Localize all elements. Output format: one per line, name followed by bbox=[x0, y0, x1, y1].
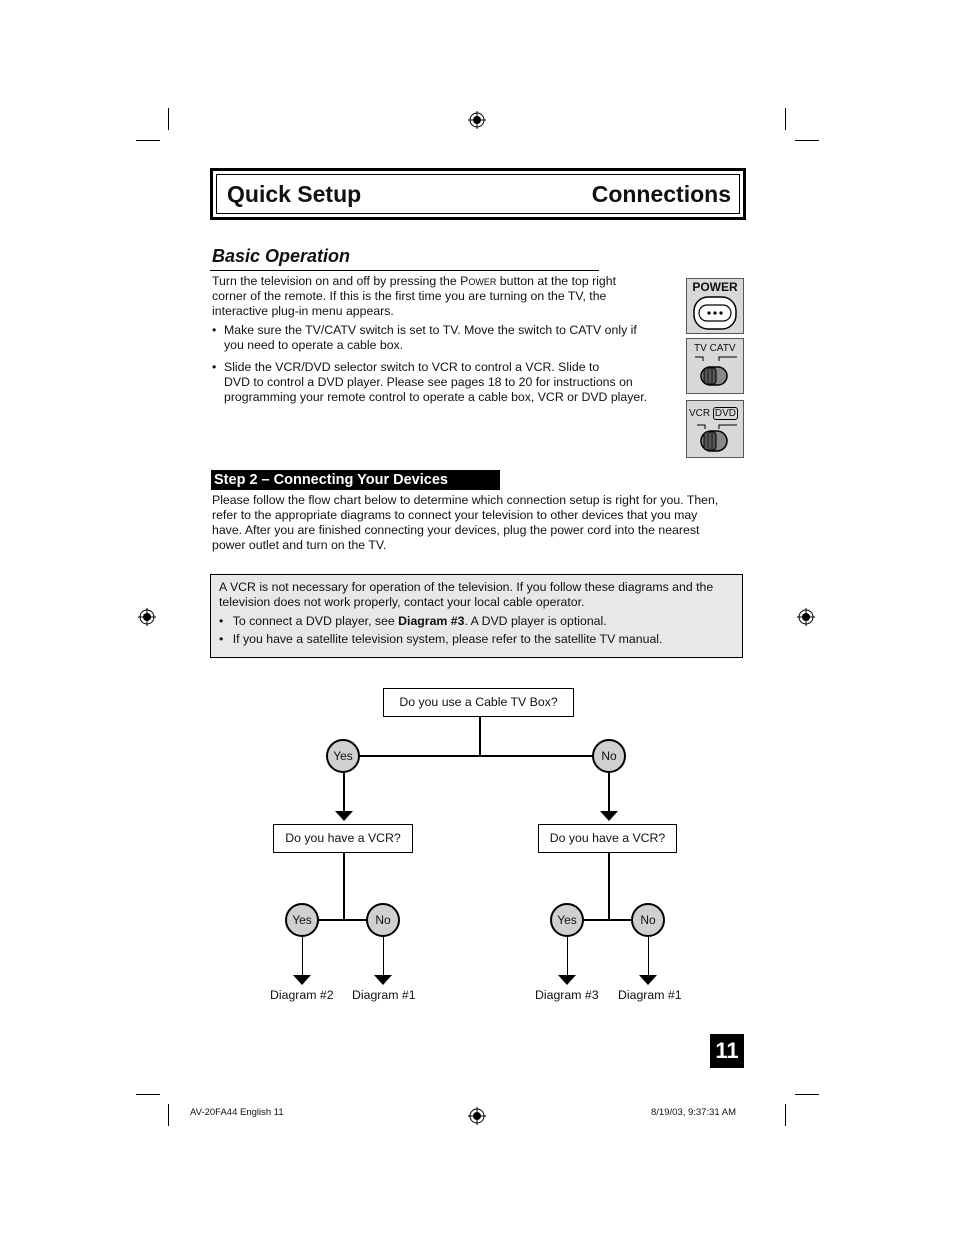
step2-paragraph bbox=[212, 493, 742, 553]
arrow-down-icon bbox=[335, 811, 353, 821]
footer-right: 8/19/03, 9:37:31 AM bbox=[651, 1107, 737, 1118]
flowchart-yes-node: Yes bbox=[326, 739, 360, 773]
step2-line: power outlet and turn on the TV. bbox=[212, 538, 387, 552]
intro-paragraph bbox=[212, 274, 652, 319]
intro-line: corner of the remote. If this is the first time you are turning on the TV, the bbox=[212, 289, 607, 303]
footer-left: AV-20FA44 English 11 bbox=[190, 1107, 284, 1118]
note-box bbox=[210, 574, 743, 658]
power-small-caps: Power bbox=[460, 274, 497, 288]
slide-switch-icon bbox=[693, 423, 739, 455]
vcr-dvd-switch-illustration bbox=[686, 400, 744, 458]
flowchart-connector bbox=[302, 937, 303, 976]
catv-label: CATV bbox=[709, 343, 736, 354]
flowchart-yes-node: Yes bbox=[285, 903, 319, 937]
crop-mark bbox=[795, 1094, 819, 1095]
bullet-dot: • bbox=[219, 632, 224, 646]
step2-heading: Step 2 – Connecting Your Devices bbox=[211, 470, 500, 490]
diagram-label: Diagram #3 bbox=[535, 988, 599, 1002]
flowchart-connector bbox=[648, 937, 649, 976]
flowchart-yes-node: Yes bbox=[550, 903, 584, 937]
crop-mark bbox=[168, 1104, 169, 1126]
flowchart-root-question: Do you use a Cable TV Box? bbox=[383, 688, 574, 717]
diagram-label: Diagram #1 bbox=[618, 988, 682, 1002]
note-bullet-text: . A DVD player is optional. bbox=[464, 614, 607, 628]
step2-line: refer to the appropriate diagrams to connect your television to other devices that you may bbox=[212, 508, 698, 522]
flowchart-no-node: No bbox=[366, 903, 400, 937]
bullet-dot: • bbox=[212, 323, 217, 337]
note-bullet-text: If you have a satellite television system, please refer to the satellite TV manual. bbox=[232, 632, 663, 646]
intro-text: button at the top right bbox=[496, 274, 616, 288]
bullet-dot: • bbox=[219, 614, 224, 628]
note-bullet bbox=[219, 632, 662, 647]
flowchart-connector bbox=[383, 937, 384, 976]
crop-mark bbox=[785, 108, 786, 130]
arrow-down-icon bbox=[600, 811, 618, 821]
flowchart-connector bbox=[567, 937, 568, 976]
step2-line: have. After you are finished connecting your devices, plug the power cord into the nearest bbox=[212, 523, 700, 537]
registration-mark-icon bbox=[468, 1107, 486, 1125]
bullet-dot: • bbox=[212, 360, 217, 374]
registration-mark-icon bbox=[138, 608, 156, 626]
flowchart-connector bbox=[479, 717, 481, 756]
diagram-label: Diagram #2 bbox=[270, 988, 334, 1002]
arrow-down-icon bbox=[293, 975, 311, 985]
bullet-line: programming your remote control to operate a cable box, VCR or DVD player. bbox=[224, 390, 648, 404]
slide-switch-icon bbox=[693, 355, 739, 389]
flowchart-vcr-question: Do you have a VCR? bbox=[273, 824, 413, 853]
header-title-right: Connections bbox=[591, 181, 731, 207]
arrow-down-icon bbox=[374, 975, 392, 985]
flowchart-connector bbox=[343, 755, 610, 757]
intro-text: Turn the television on and off by pressing the bbox=[212, 274, 461, 288]
note-line: A VCR is not necessary for operation of the television. If you follow these diagrams and the bbox=[219, 580, 714, 594]
power-button-icon bbox=[693, 296, 737, 330]
note-bullet bbox=[219, 614, 607, 629]
section-title: Basic Operation bbox=[212, 246, 351, 266]
arrow-down-icon bbox=[558, 975, 576, 985]
tv-catv-switch-illustration bbox=[686, 338, 744, 394]
bullet-line: you need to operate a cable box. bbox=[224, 338, 404, 352]
note-bullet-text: To connect a DVD player, see bbox=[232, 614, 399, 628]
crop-mark bbox=[795, 140, 819, 141]
power-label: POWER bbox=[692, 280, 738, 294]
flowchart-connector bbox=[608, 773, 610, 811]
crop-mark bbox=[136, 140, 160, 141]
crop-mark bbox=[136, 1094, 160, 1095]
page-number: 11 bbox=[710, 1034, 744, 1068]
arrow-down-icon bbox=[639, 975, 657, 985]
flowchart-no-node: No bbox=[631, 903, 665, 937]
registration-mark-icon bbox=[797, 608, 815, 626]
flowchart-no-node: No bbox=[592, 739, 626, 773]
bullet-line: DVD to control a DVD player. Please see pages 18 to 20 for instructions on bbox=[224, 375, 633, 389]
page-header bbox=[210, 168, 746, 220]
step2-line: Please follow the flow chart below to determine which connection setup is right for you. Then, bbox=[212, 493, 719, 507]
registration-mark-icon bbox=[468, 111, 486, 129]
flowchart-connector bbox=[343, 853, 345, 920]
crop-mark bbox=[785, 1104, 786, 1126]
dvd-label: DVD bbox=[714, 408, 737, 419]
flowchart-vcr-question: Do you have a VCR? bbox=[538, 824, 677, 853]
bullet-line: Make sure the TV/CATV switch is set to TV. Move the switch to CATV only if bbox=[224, 323, 637, 337]
header-title-left: Quick Setup bbox=[227, 181, 362, 207]
power-button-illustration bbox=[686, 278, 744, 334]
flowchart-connector bbox=[608, 853, 610, 920]
section-rule bbox=[210, 270, 599, 271]
note-bullet-bold: Diagram #3 bbox=[398, 614, 465, 628]
note-paragraph bbox=[219, 580, 734, 610]
vcr-label: VCR bbox=[689, 408, 711, 419]
crop-mark bbox=[168, 108, 169, 130]
flowchart-connector bbox=[343, 773, 345, 811]
intro-line: interactive plug-in menu appears. bbox=[212, 304, 394, 318]
note-line: television does not work properly, contact your local cable operator. bbox=[219, 595, 585, 609]
diagram-label: Diagram #1 bbox=[352, 988, 416, 1002]
bullet-line: Slide the VCR/DVD selector switch to VCR to control a VCR. Slide to bbox=[224, 360, 600, 374]
tv-label: TV bbox=[694, 343, 707, 354]
